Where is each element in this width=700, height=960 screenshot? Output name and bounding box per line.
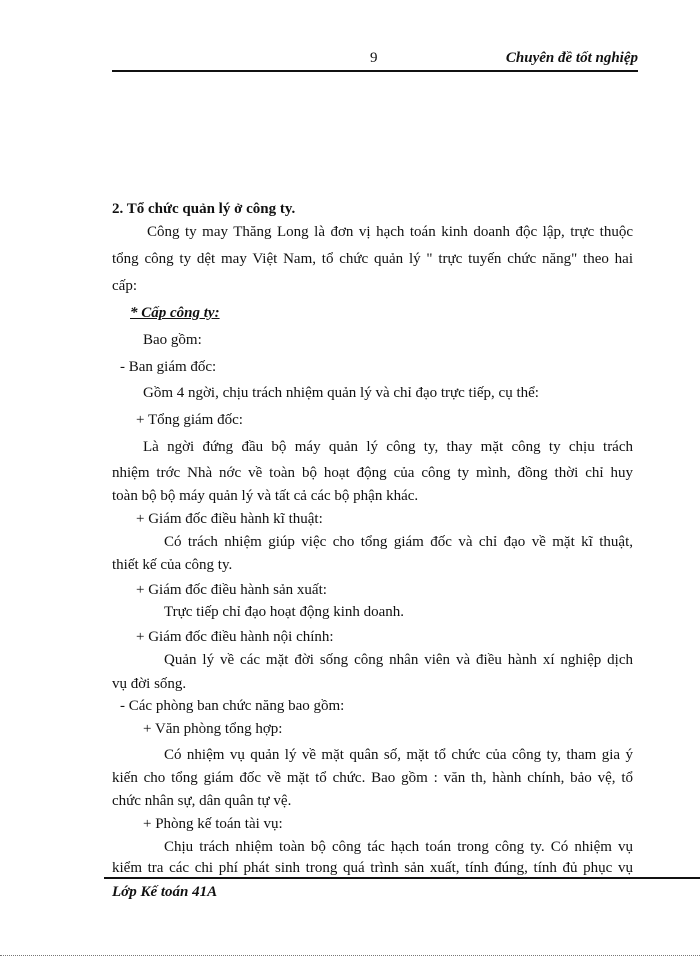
paragraph-line: Có trách nhiệm giúp việc cho tổng giám đốc và chỉ đạo về mặt kĩ thuật, <box>164 534 633 550</box>
subsection-heading: * Cấp công ty: <box>130 305 220 321</box>
paragraph-line: nhiệm trớc Nhà nớc về toàn bộ hoạt động của công ty mình, đồng thời chỉ huy <box>112 465 633 481</box>
paragraph-line: Quản lý về các mặt đời sống công nhân viên và điều hành xí nghiệp dịch <box>164 652 633 668</box>
section-heading: 2. Tổ chức quản lý ở công ty. <box>112 201 296 217</box>
paragraph-line: + Giám đốc điều hành kĩ thuật: <box>136 511 323 527</box>
paragraph-line: Gồm 4 ngời, chịu trách nhiệm quản lý và chỉ đạo trực tiếp, cụ thể: <box>143 385 539 401</box>
page-bottom-divider <box>0 955 700 956</box>
paragraph-line: vụ đời sống. <box>112 676 187 692</box>
paragraph-line: cấp: <box>112 278 137 294</box>
paragraph-line: kiến cho tổng giám đốc về mặt tổ chức. Bao gồm : văn th, hành chính, bảo vệ, tổ <box>112 770 633 786</box>
paragraph-line: - Các phòng ban chức năng bao gồm: <box>120 698 345 714</box>
footer-rule <box>104 877 700 879</box>
footer-class-label: Lớp Kế toán 41A <box>112 884 218 900</box>
paragraph-line: chức nhân sự, dân quân tự vệ. <box>112 793 292 809</box>
paragraph-line: Là ngời đứng đầu bộ máy quản lý công ty, thay mặt công ty chịu trách <box>143 439 633 455</box>
paragraph-line: Trực tiếp chỉ đạo hoạt động kinh doanh. <box>164 604 405 620</box>
paragraph-line: tổng công ty dệt may Việt Nam, tổ chức quản lý " trực tuyến chức năng" theo hai <box>112 251 633 267</box>
page-number: 9 <box>370 50 378 66</box>
paragraph-line: Có nhiệm vụ quản lý về mặt quân số, mặt tổ chức của công ty, tham gia ý <box>164 747 633 763</box>
paragraph-line: + Giám đốc điều hành sản xuất: <box>136 582 327 598</box>
paragraph-line: + Phòng kế toán tài vụ: <box>143 816 283 832</box>
paragraph-line: toàn bộ bộ máy quản lý và tất cả các bộ phận khác. <box>112 488 419 504</box>
paragraph-line: thiết kế của công ty. <box>112 557 233 573</box>
paragraph-line: Bao gồm: <box>143 332 202 348</box>
paragraph-line: + Văn phòng tổng hợp: <box>143 721 283 737</box>
header-title: Chuyên đề tốt nghiệp <box>505 50 638 66</box>
page-header <box>112 48 638 72</box>
paragraph-line: kiểm tra các chi phí phát sinh trong quá trình sản xuất, tính đúng, tính đủ phục vụ <box>112 860 633 876</box>
paragraph-line: Công ty may Thăng Long là đơn vị hạch toán kinh doanh độc lập, trực thuộc <box>147 224 633 240</box>
paragraph-line: - Ban giám đốc: <box>120 359 217 375</box>
paragraph-line: + Giám đốc điều hành nội chính: <box>136 629 334 645</box>
paragraph-line: + Tổng giám đốc: <box>136 412 243 428</box>
paragraph-line: Chịu trách nhiệm toàn bộ công tác hạch toán trong công ty. Có nhiệm vụ <box>164 839 633 855</box>
